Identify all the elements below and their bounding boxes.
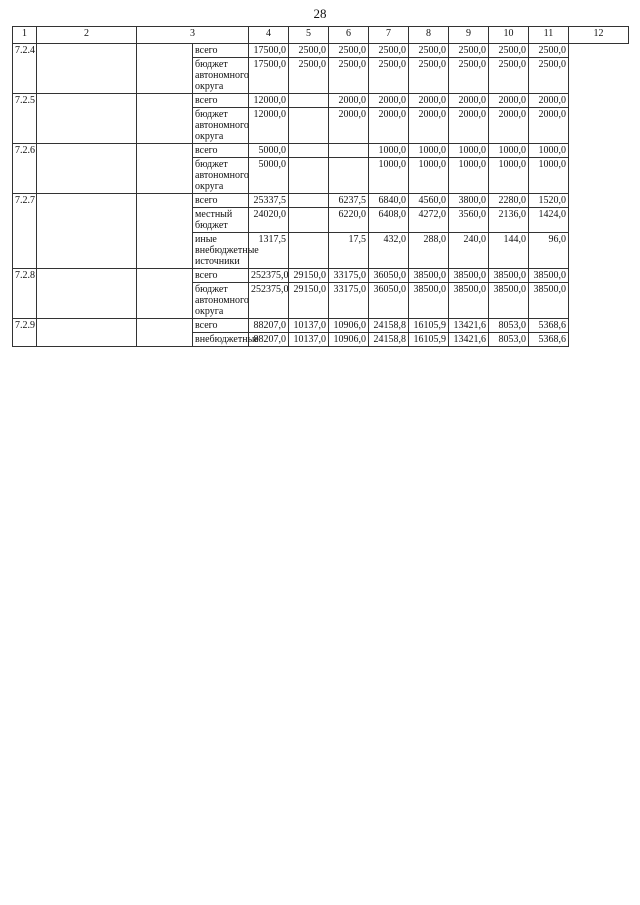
row-entity [137, 144, 193, 194]
amount-cell: 2500,0 [329, 58, 369, 94]
column-number: 2 [37, 27, 137, 44]
row-description [37, 194, 137, 269]
table-row [13, 194, 629, 208]
column-number: 5 [289, 27, 329, 44]
funding-source: всего [193, 144, 249, 158]
row-entity [137, 194, 193, 269]
column-number: 11 [529, 27, 569, 44]
amount-cell: 16105,9 [409, 333, 449, 347]
funding-source: всего [193, 269, 249, 283]
row-description [37, 144, 137, 194]
row-code: 7.2.5 [13, 94, 37, 144]
amount-cell: 10137,0 [289, 319, 329, 333]
amount-cell: 38500,0 [409, 283, 449, 319]
amount-cell: 38500,0 [409, 269, 449, 283]
amount-cell: 2000,0 [489, 108, 529, 144]
amount-cell: 1317,5 [249, 233, 289, 269]
amount-cell: 2000,0 [449, 108, 489, 144]
amount-cell: 12000,0 [249, 108, 289, 144]
amount-cell: 10906,0 [329, 319, 369, 333]
amount-cell: 96,0 [529, 233, 569, 269]
funding-source: всего [193, 194, 249, 208]
amount-cell: 13421,6 [449, 319, 489, 333]
column-number: 3 [137, 27, 249, 44]
amount-cell: 1000,0 [449, 158, 489, 194]
row-entity [137, 94, 193, 144]
funding-source: иные внебюджетные источники [193, 233, 249, 269]
amount-cell: 1520,0 [529, 194, 569, 208]
amount-cell: 1000,0 [409, 144, 449, 158]
amount-cell: 2500,0 [289, 44, 329, 58]
amount-cell: 3560,0 [449, 208, 489, 233]
amount-cell [289, 194, 329, 208]
amount-cell: 17500,0 [249, 44, 289, 58]
column-number: 9 [449, 27, 489, 44]
amount-cell: 38500,0 [529, 283, 569, 319]
amount-cell: 3800,0 [449, 194, 489, 208]
amount-cell: 252375,0 [249, 283, 289, 319]
amount-cell: 1000,0 [489, 158, 529, 194]
amount-cell: 2000,0 [529, 94, 569, 108]
row-code: 7.2.4 [13, 44, 37, 94]
row-description [37, 319, 137, 347]
amount-cell: 1000,0 [369, 158, 409, 194]
amount-cell: 2000,0 [369, 94, 409, 108]
column-number: 10 [489, 27, 529, 44]
amount-cell: 29150,0 [289, 283, 329, 319]
amount-cell [289, 108, 329, 144]
amount-cell: 2000,0 [409, 108, 449, 144]
column-number: 6 [329, 27, 369, 44]
table-body [13, 44, 629, 347]
amount-cell: 24158,8 [369, 333, 409, 347]
amount-cell: 5368,6 [529, 319, 569, 333]
amount-cell: 38500,0 [489, 283, 529, 319]
amount-cell: 2500,0 [369, 58, 409, 94]
amount-cell: 2500,0 [449, 58, 489, 94]
page-number: 28 [313, 6, 327, 21]
row-entity [137, 319, 193, 347]
table-row [13, 144, 629, 158]
amount-cell: 1000,0 [529, 158, 569, 194]
amount-cell: 12000,0 [249, 94, 289, 108]
funding-source: бюджет автономного округа [193, 283, 249, 319]
amount-cell: 38500,0 [529, 269, 569, 283]
amount-cell: 288,0 [409, 233, 449, 269]
amount-cell: 5368,6 [529, 333, 569, 347]
amount-cell: 4560,0 [409, 194, 449, 208]
amount-cell: 2500,0 [329, 44, 369, 58]
amount-cell: 2500,0 [409, 58, 449, 94]
amount-cell: 16105,9 [409, 319, 449, 333]
amount-cell: 2500,0 [529, 58, 569, 94]
row-code: 7.2.7 [13, 194, 37, 269]
row-code: 7.2.6 [13, 144, 37, 194]
amount-cell [289, 94, 329, 108]
column-number: 1 [13, 27, 37, 44]
table-row [13, 269, 629, 283]
budget-table [12, 26, 629, 347]
funding-source: всего [193, 319, 249, 333]
row-description [37, 44, 137, 94]
amount-cell: 2000,0 [409, 94, 449, 108]
amount-cell: 2500,0 [489, 58, 529, 94]
amount-cell: 17,5 [329, 233, 369, 269]
amount-cell: 25337,5 [249, 194, 289, 208]
amount-cell: 240,0 [449, 233, 489, 269]
amount-cell: 8053,0 [489, 333, 529, 347]
amount-cell: 144,0 [489, 233, 529, 269]
amount-cell: 38500,0 [449, 269, 489, 283]
amount-cell [329, 144, 369, 158]
amount-cell: 5000,0 [249, 158, 289, 194]
amount-cell [289, 144, 329, 158]
funding-source: всего [193, 94, 249, 108]
amount-cell: 2500,0 [289, 58, 329, 94]
amount-cell [289, 233, 329, 269]
amount-cell: 2500,0 [449, 44, 489, 58]
amount-cell: 88207,0 [249, 319, 289, 333]
amount-cell: 2000,0 [329, 94, 369, 108]
amount-cell: 2000,0 [489, 94, 529, 108]
row-code: 7.2.9 [13, 319, 37, 347]
amount-cell: 2000,0 [529, 108, 569, 144]
amount-cell: 29150,0 [289, 269, 329, 283]
amount-cell: 10137,0 [289, 333, 329, 347]
column-number-row [13, 27, 629, 44]
amount-cell: 6220,0 [329, 208, 369, 233]
amount-cell [329, 158, 369, 194]
amount-cell: 10906,0 [329, 333, 369, 347]
amount-cell: 24020,0 [249, 208, 289, 233]
amount-cell: 88207,0 [249, 333, 289, 347]
amount-cell: 2280,0 [489, 194, 529, 208]
column-number: 12 [569, 27, 629, 44]
amount-cell: 432,0 [369, 233, 409, 269]
column-number: 4 [249, 27, 289, 44]
column-number: 7 [369, 27, 409, 44]
funding-source: внебюджетные [193, 333, 249, 347]
amount-cell: 1000,0 [449, 144, 489, 158]
row-code: 7.2.8 [13, 269, 37, 319]
amount-cell: 4272,0 [409, 208, 449, 233]
row-description [37, 94, 137, 144]
amount-cell: 36050,0 [369, 283, 409, 319]
column-number: 8 [409, 27, 449, 44]
row-entity [137, 44, 193, 94]
amount-cell: 2000,0 [449, 94, 489, 108]
amount-cell: 1000,0 [409, 158, 449, 194]
amount-cell: 5000,0 [249, 144, 289, 158]
amount-cell: 38500,0 [489, 269, 529, 283]
amount-cell: 2000,0 [369, 108, 409, 144]
amount-cell [289, 158, 329, 194]
amount-cell: 33175,0 [329, 269, 369, 283]
row-description [37, 269, 137, 319]
amount-cell: 252375,0 [249, 269, 289, 283]
funding-source: всего [193, 44, 249, 58]
amount-cell: 6840,0 [369, 194, 409, 208]
amount-cell: 24158,8 [369, 319, 409, 333]
amount-cell: 6237,5 [329, 194, 369, 208]
amount-cell: 36050,0 [369, 269, 409, 283]
amount-cell: 2500,0 [529, 44, 569, 58]
amount-cell: 2500,0 [369, 44, 409, 58]
amount-cell [289, 208, 329, 233]
row-entity [137, 269, 193, 319]
amount-cell: 2136,0 [489, 208, 529, 233]
amount-cell: 8053,0 [489, 319, 529, 333]
funding-source: местный бюджет [193, 208, 249, 233]
funding-source: бюджет автономного округа [193, 58, 249, 94]
amount-cell: 38500,0 [449, 283, 489, 319]
table-row [13, 319, 629, 333]
amount-cell: 17500,0 [249, 58, 289, 94]
amount-cell: 33175,0 [329, 283, 369, 319]
amount-cell: 1000,0 [529, 144, 569, 158]
table-row [13, 94, 629, 108]
table-row [13, 44, 629, 58]
amount-cell: 6408,0 [369, 208, 409, 233]
funding-source: бюджет автономного округа [193, 108, 249, 144]
funding-source: бюджет автономного округа [193, 158, 249, 194]
amount-cell: 2500,0 [409, 44, 449, 58]
amount-cell: 1000,0 [369, 144, 409, 158]
amount-cell: 13421,6 [449, 333, 489, 347]
amount-cell: 2000,0 [329, 108, 369, 144]
amount-cell: 2500,0 [489, 44, 529, 58]
amount-cell: 1424,0 [529, 208, 569, 233]
amount-cell: 1000,0 [489, 144, 529, 158]
